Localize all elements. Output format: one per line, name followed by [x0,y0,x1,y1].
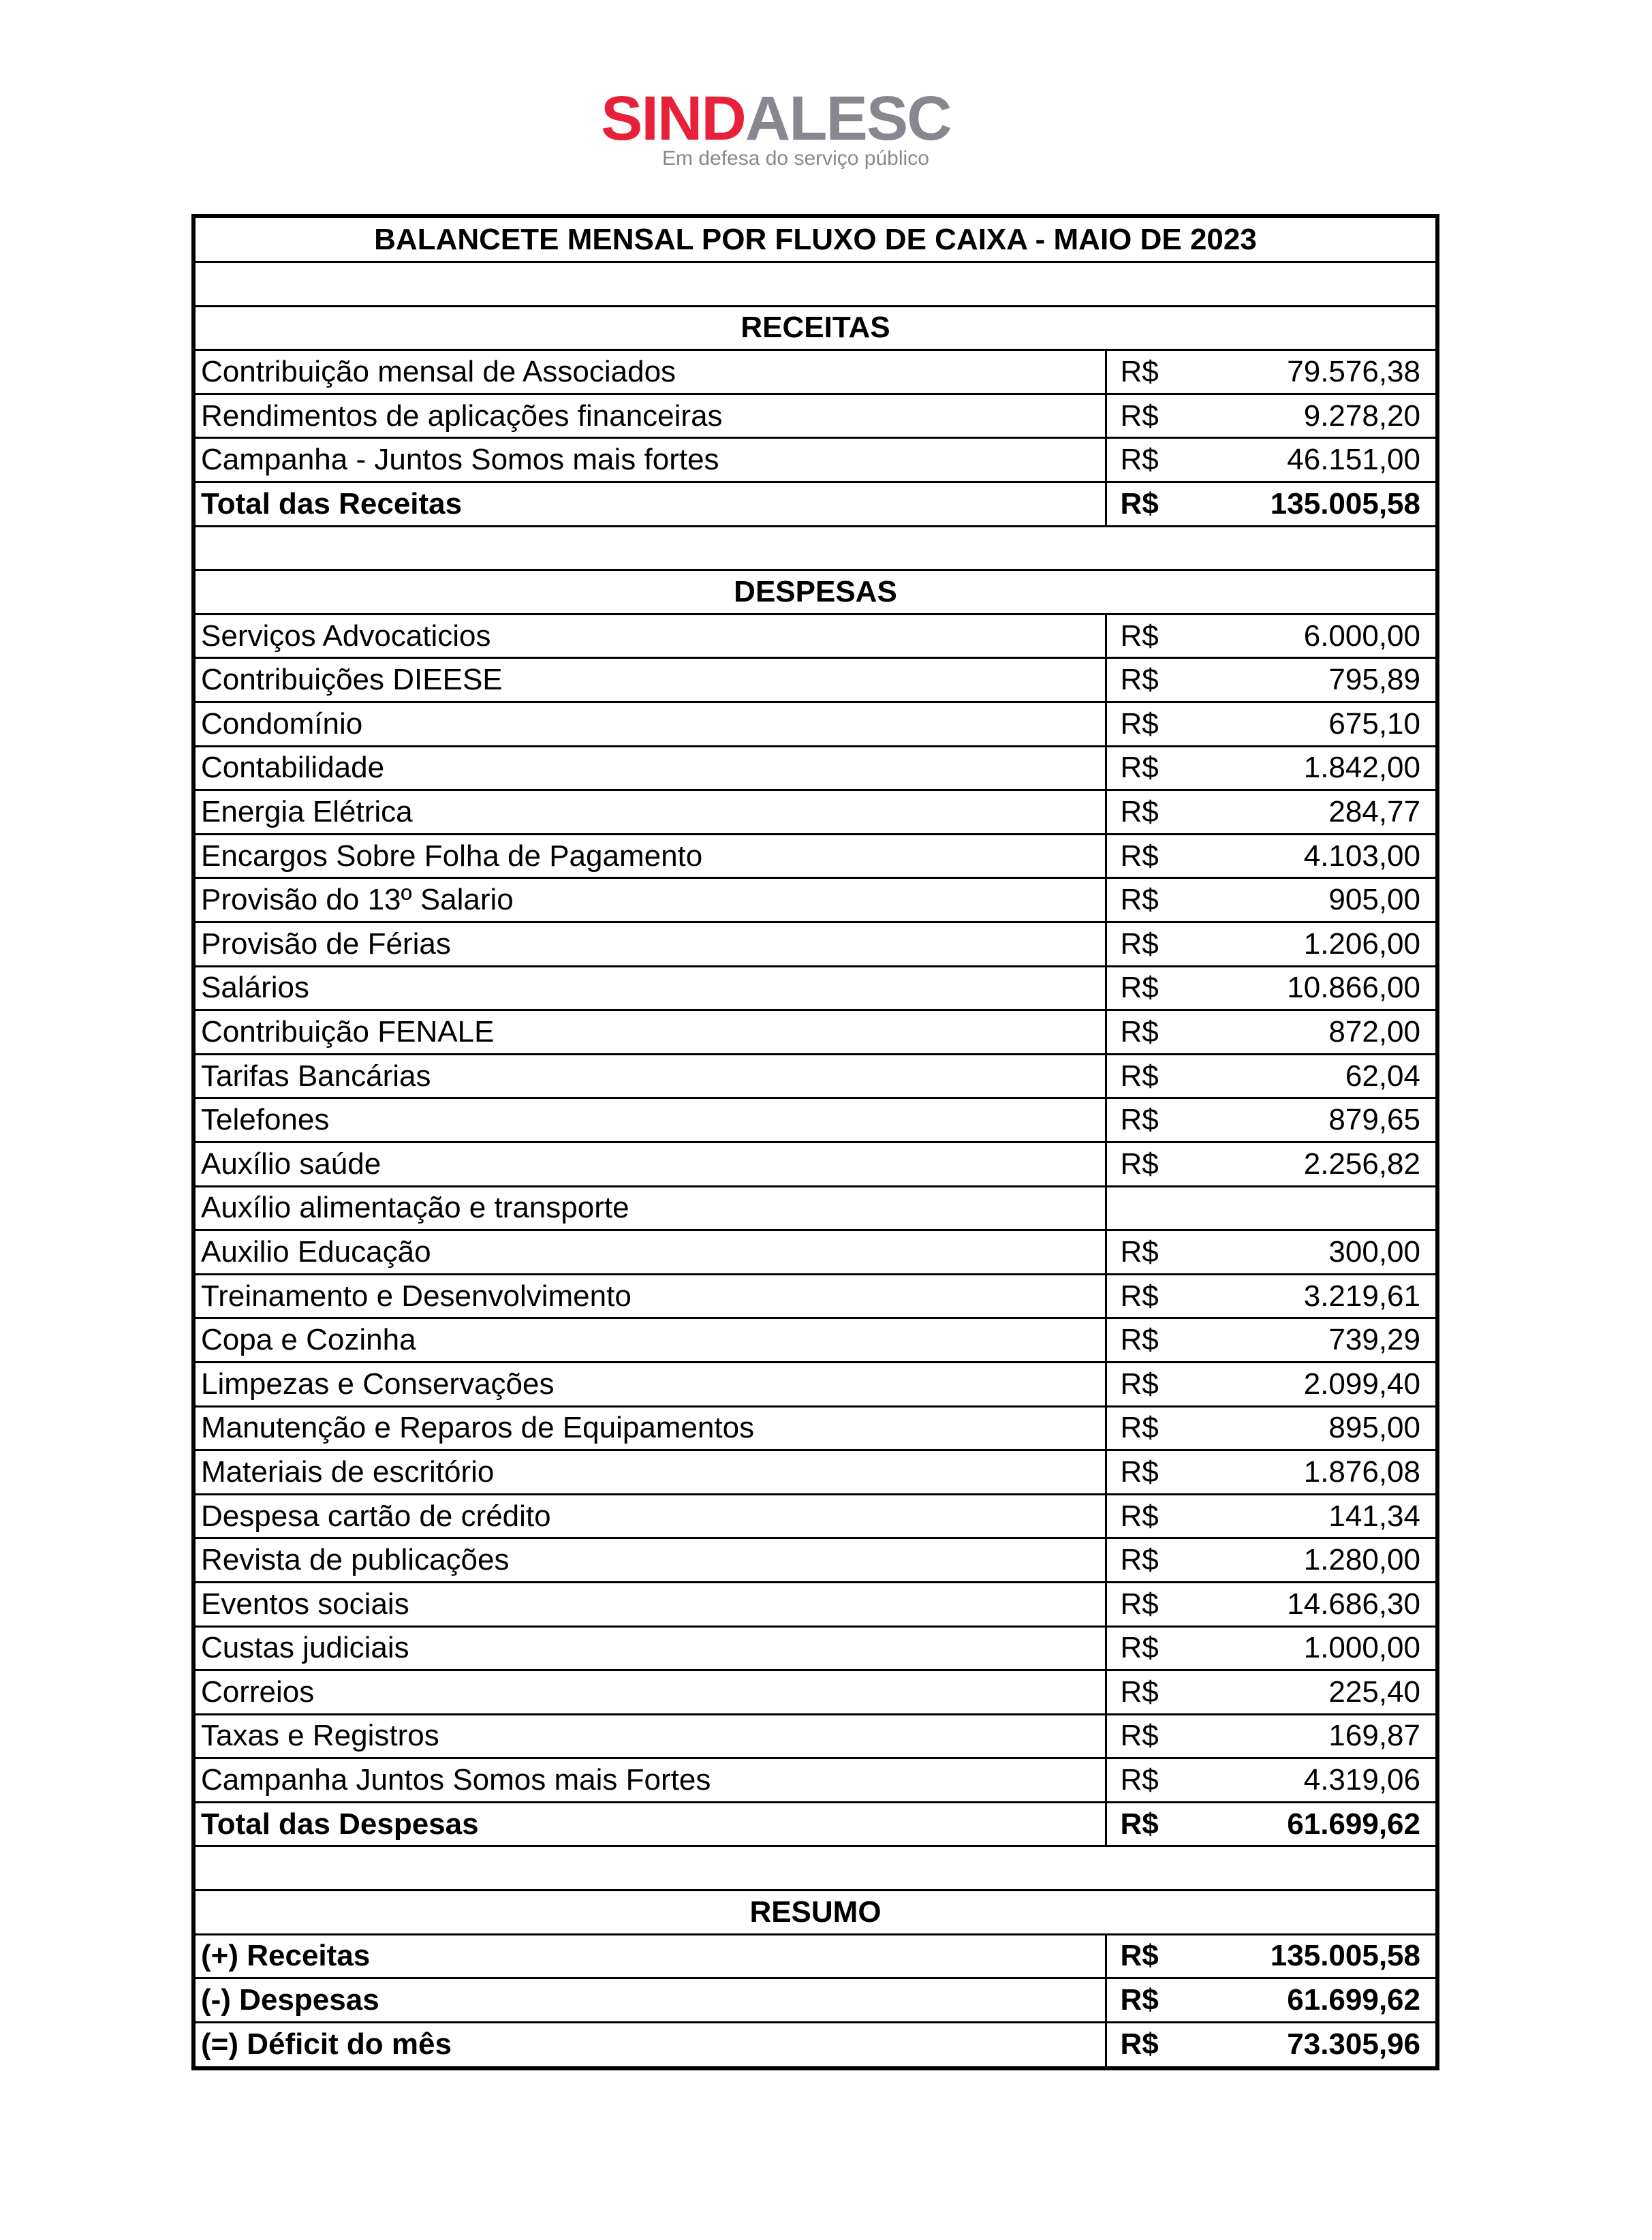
row-label: Campanha Juntos Somos mais Fortes [196,1758,1106,1803]
row-value: 675,10 [1181,702,1435,747]
table-row [196,1538,1435,1583]
currency-symbol: R$ [1106,1450,1181,1495]
currency-symbol: R$ [1106,1802,1181,1846]
row-label: Energia Elétrica [196,790,1106,835]
row-value: 79.576,38 [1181,350,1435,394]
currency-symbol: R$ [1106,1362,1181,1406]
currency-symbol: R$ [1106,614,1181,658]
currency-symbol: R$ [1106,1538,1181,1583]
currency-symbol: R$ [1106,878,1181,922]
row-label: Contabilidade [196,746,1106,790]
logo-tagline: Em defesa do serviço público [662,147,929,170]
table-row [196,1142,1435,1186]
receitas-header-row [196,306,1435,350]
row-label: (+) Receitas [196,1934,1106,1978]
currency-symbol: R$ [1106,790,1181,835]
blank-row [196,262,1435,307]
blank-cell [196,262,1435,307]
despesas-header-row [196,570,1435,615]
row-label: Telefones [196,1098,1106,1142]
row-label: Auxilio Educação [196,1230,1106,1275]
currency-symbol: R$ [1106,1098,1181,1142]
table-row [196,350,1435,394]
row-label: Rendimentos de aplicações financeiras [196,394,1106,438]
row-label: Total das Receitas [196,482,1106,527]
currency-symbol: R$ [1106,2022,1181,2066]
row-value: 6.000,00 [1181,614,1435,658]
table-row [196,746,1435,790]
row-label: Manutenção e Reparos de Equipamentos [196,1406,1106,1450]
currency-symbol: R$ [1106,1714,1181,1758]
row-value: 3.219,61 [1181,1274,1435,1318]
blank-cell [196,526,1435,570]
currency-symbol: R$ [1106,702,1181,747]
row-value: 895,00 [1181,1406,1435,1450]
title-row [196,218,1435,262]
row-value: 905,00 [1181,878,1435,922]
table-row [196,1098,1435,1142]
logo-wordmark [601,84,951,153]
logo-word-gray: ALESC [745,84,951,153]
currency-symbol: R$ [1106,1758,1181,1803]
total-row [196,482,1435,527]
row-label: Copa e Cozinha [196,1318,1106,1363]
table-row [196,394,1435,438]
row-label: Taxas e Registros [196,1714,1106,1758]
row-label: Auxílio alimentação e transporte [196,1186,1106,1230]
row-value: 284,77 [1181,790,1435,835]
table-row [196,1406,1435,1450]
row-value: 2.099,40 [1181,1362,1435,1406]
table-row [196,1582,1435,1626]
currency-symbol: R$ [1106,746,1181,790]
row-label: Total das Despesas [196,1802,1106,1846]
table-row [196,1230,1435,1275]
row-value: 10.866,00 [1181,966,1435,1010]
row-value: 141,34 [1181,1494,1435,1538]
row-label: Custas judiciais [196,1626,1106,1670]
table-row [196,1186,1435,1230]
sindalesc-logo [601,84,982,170]
blank-row [196,526,1435,570]
resumo-header-row [196,1891,1435,1935]
table-row [196,878,1435,922]
row-value: 73.305,96 [1181,2022,1435,2066]
empty-value-cell [1106,1186,1435,1230]
row-value: 135.005,58 [1181,1934,1435,1978]
currency-symbol: R$ [1106,350,1181,394]
currency-symbol: R$ [1106,834,1181,878]
row-value: 1.842,00 [1181,746,1435,790]
row-label: Contribuições DIEESE [196,658,1106,702]
row-label: Contribuição FENALE [196,1010,1106,1055]
row-value: 4.319,06 [1181,1758,1435,1803]
table-row [196,1362,1435,1406]
row-value: 739,29 [1181,1318,1435,1363]
row-value: 62,04 [1181,1054,1435,1098]
row-label: Correios [196,1670,1106,1715]
row-value: 2.256,82 [1181,1142,1435,1186]
row-label: Provisão do 13º Salario [196,878,1106,922]
total-row [196,1802,1435,1846]
table-row [196,1318,1435,1363]
table-row [196,1626,1435,1670]
row-label: Revista de publicações [196,1538,1106,1583]
table-row [196,834,1435,878]
table-row [196,1714,1435,1758]
cash-flow-sheet [191,214,1439,2070]
row-label: Despesa cartão de crédito [196,1494,1106,1538]
total-row [196,1978,1435,2023]
table-row [196,614,1435,658]
row-label: Condomínio [196,702,1106,747]
row-label: (-) Despesas [196,1978,1106,2023]
row-value: 135.005,58 [1181,482,1435,527]
row-value: 1.280,00 [1181,1538,1435,1583]
row-value: 225,40 [1181,1670,1435,1715]
row-value: 46.151,00 [1181,438,1435,482]
table-row [196,658,1435,702]
row-label: Serviços Advocaticios [196,614,1106,658]
table-row [196,1010,1435,1055]
section-title: RECEITAS [196,306,1435,350]
row-value: 14.686,30 [1181,1582,1435,1626]
row-value: 169,87 [1181,1714,1435,1758]
currency-symbol: R$ [1106,1494,1181,1538]
total-row [196,2022,1435,2066]
currency-symbol: R$ [1106,1406,1181,1450]
currency-symbol: R$ [1106,394,1181,438]
row-label: Contribuição mensal de Associados [196,350,1106,394]
currency-symbol: R$ [1106,1626,1181,1670]
currency-symbol: R$ [1106,1010,1181,1055]
table-row [196,702,1435,747]
row-label: Treinamento e Desenvolvimento [196,1274,1106,1318]
row-value: 61.699,62 [1181,1978,1435,2023]
row-value: 4.103,00 [1181,834,1435,878]
table-row [196,1758,1435,1803]
blank-row [196,1846,1435,1891]
currency-symbol: R$ [1106,922,1181,967]
table-row [196,1670,1435,1715]
row-label: Auxílio saúde [196,1142,1106,1186]
table-row [196,1450,1435,1495]
row-label: Campanha - Juntos Somos mais fortes [196,438,1106,482]
row-label: Salários [196,966,1106,1010]
currency-symbol: R$ [1106,658,1181,702]
total-row [196,1934,1435,1978]
currency-symbol: R$ [1106,1934,1181,1978]
row-value: 879,65 [1181,1098,1435,1142]
row-value: 1.876,08 [1181,1450,1435,1495]
currency-symbol: R$ [1106,1230,1181,1275]
table-row [196,1054,1435,1098]
currency-symbol: R$ [1106,482,1181,527]
table-row [196,922,1435,967]
currency-symbol: R$ [1106,1582,1181,1626]
currency-symbol: R$ [1106,1318,1181,1363]
table-row [196,1274,1435,1318]
currency-symbol: R$ [1106,1142,1181,1186]
section-title: RESUMO [196,1891,1435,1935]
document-title: BALANCETE MENSAL POR FLUXO DE CAIXA - MAIO DE 2023 [374,222,1257,256]
currency-symbol: R$ [1106,438,1181,482]
row-label: Materiais de escritório [196,1450,1106,1495]
row-label: Eventos sociais [196,1582,1106,1626]
currency-symbol: R$ [1106,966,1181,1010]
table-row [196,438,1435,482]
table-body [196,218,1435,2066]
currency-symbol: R$ [1106,1978,1181,2023]
logo-word-red: SIND [601,84,745,153]
row-label: Tarifas Bancárias [196,1054,1106,1098]
row-value: 1.206,00 [1181,922,1435,967]
row-value: 300,00 [1181,1230,1435,1275]
table-row [196,966,1435,1010]
currency-symbol: R$ [1106,1274,1181,1318]
row-value: 61.699,62 [1181,1802,1435,1846]
blank-cell [196,1846,1435,1891]
currency-symbol: R$ [1106,1054,1181,1098]
currency-symbol: R$ [1106,1670,1181,1715]
row-label: Provisão de Férias [196,922,1106,967]
cash-flow-table [196,218,1435,2066]
row-label: Limpezas e Conservações [196,1362,1106,1406]
row-label: Encargos Sobre Folha de Pagamento [196,834,1106,878]
row-value: 9.278,20 [1181,394,1435,438]
row-value: 872,00 [1181,1010,1435,1055]
row-label: (=) Déficit do mês [196,2022,1106,2066]
row-value: 1.000,00 [1181,1626,1435,1670]
section-title: DESPESAS [196,570,1435,615]
row-value: 795,89 [1181,658,1435,702]
table-row [196,790,1435,835]
table-row [196,1494,1435,1538]
